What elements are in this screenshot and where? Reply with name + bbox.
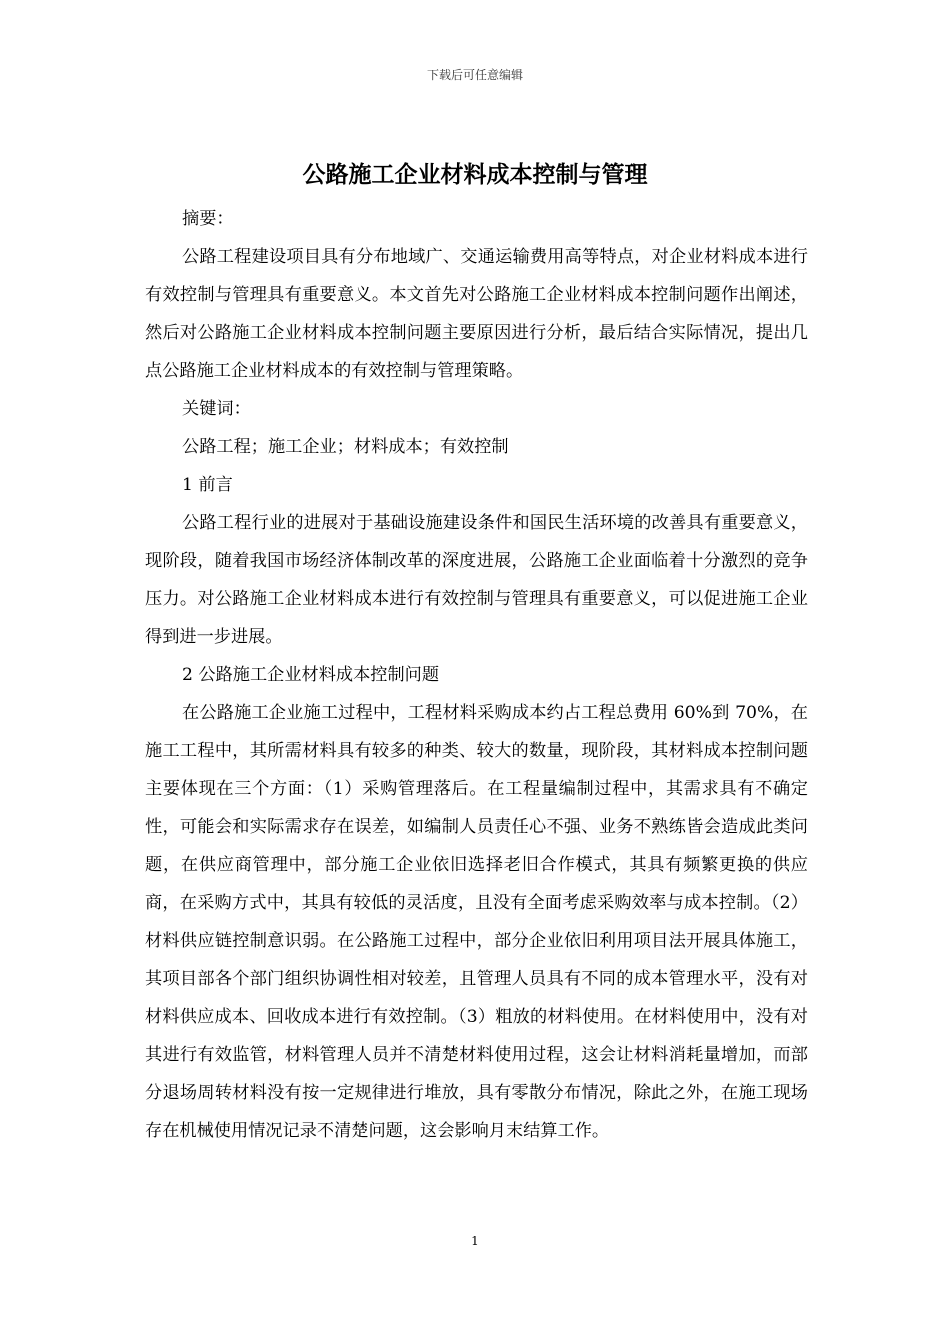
section-1-paragraph: 公路工程行业的进展对于基础设施建设条件和国民生活环境的改善具有重要意义，现阶段，随着我国市场经济体制改革的深度进展，公路施工企业面临着十分激烈的竞争压力。对公路施工企业材料成本进行有效控制与管理具有重要意义，可以促进施工企业得到进一步进展。 [145, 513, 808, 647]
section-1-heading: 1 前言 [182, 475, 233, 495]
abstract-label: 摘要： [182, 209, 234, 229]
page-number: 1 [471, 1234, 479, 1248]
document-body [145, 200, 808, 1150]
header-note: 下载后可任意编辑 [426, 68, 523, 82]
abstract-paragraph: 公路工程建设项目具有分布地域广、交通运输费用高等特点，对企业材料成本进行有效控制与管理具有重要意义。本文首先对公路施工企业材料成本控制问题作出阐述，然后对公路施工企业材料成本控制问题主要原因进行分析，最后结合实际情况，提出几点公路施工企业材料成本的有效控制与管理策略。 [145, 247, 808, 381]
section-2-heading: 2 公路施工企业材料成本控制问题 [182, 665, 440, 685]
section-2-paragraph: 在公路施工企业施工过程中，工程材料采购成本约占工程总费用 60%到 70%，在施工工程中，其所需材料具有较多的种类、较大的数量，现阶段，其材料成本控制问题主要体现在三个方面：（1）采购管理落后。在工程量编制过程中，其需求具有不确定性，可能会和实际需求存在误差，如编制人员责任心不强、业务不熟练皆会造成此类问题，在供应商管理中，部分施工企业依旧选择老旧合作模式，其具有频繁更换的供应商，在采购方式中，其具有较低的灵活度，且没有全面考虑采购效率与成本控制。（2）材料供应链控制意识弱。在公路施工过程中，部分企业依旧利用项目法开展具体施工，其项目部各个部门组织协调性相对较差，且管理人员具有不同的成本管理水平，没有对材料供应成本、回收成本进行有效控制。（3）粗放的材料使用。在材料使用中，没有对其进行有效监管，材料管理人员并不清楚材料使用过程，这会让材料消耗量增加，而部分退场周转材料没有按一定规律进行堆放，具有零散分布情况，除此之外，在施工现场存在机械使用情况记录不清楚问题，这会影响月末结算工作。 [145, 703, 808, 1141]
keywords-label: 关键词： [182, 399, 251, 419]
keywords-list: 公路工程；施工企业；材料成本；有效控制 [182, 437, 509, 457]
document-title: 公路施工企业材料成本控制与管理 [302, 162, 648, 188]
